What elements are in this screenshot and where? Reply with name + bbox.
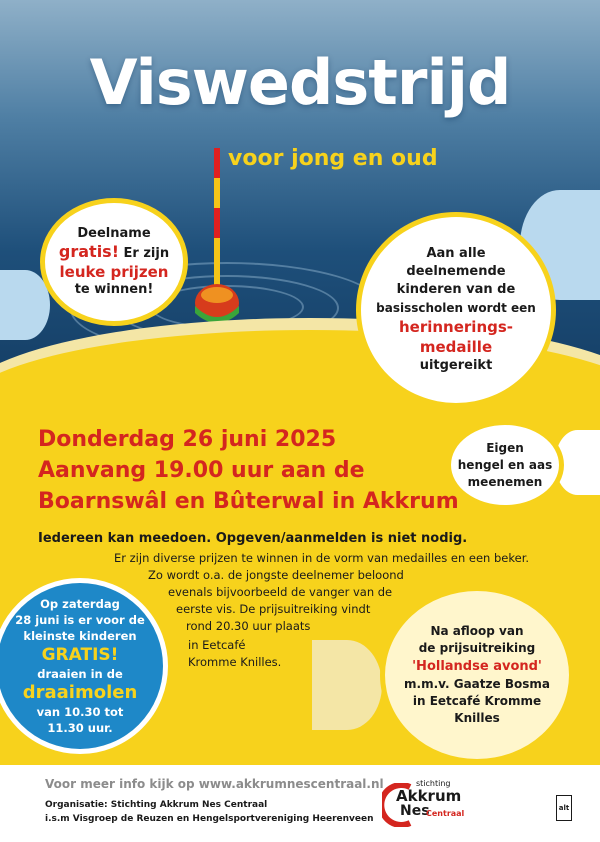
footer <box>0 765 600 842</box>
info-line-4: eerste vis. De prijsuitreiking vindt <box>176 602 371 616</box>
kids-free: GRATIS! <box>41 645 119 665</box>
evening-highlight: 'Hollandse avond' <box>412 659 542 674</box>
kids-line-4: draaien in de <box>37 667 123 681</box>
kids-line-5: van 10.30 tot <box>36 705 124 719</box>
event-location: Boarnswâl en Bûterwal in Akkrum <box>38 489 459 514</box>
prizes-bubble <box>40 198 188 326</box>
evening-line-3: m.m.v. Gaatze Bosma <box>404 677 550 691</box>
medal-line-4: basisscholen wordt een <box>376 301 536 315</box>
evening-line-5: Knilles <box>454 711 500 725</box>
fish-tail-evening <box>312 640 382 730</box>
medal-highlight-2: medaille <box>419 338 493 356</box>
gear-line-3: meenemen <box>467 474 543 489</box>
info-line-5: rond 20.30 uur plaats <box>186 619 311 633</box>
medal-bubble <box>356 212 556 408</box>
footer-partners: i.s.m Visgroep de Reuzen en Hengelsportvereniging Heerenveen <box>45 814 374 824</box>
medal-line-1: Aan alle <box>426 246 486 261</box>
evening-bubble <box>380 586 574 764</box>
event-details <box>38 424 459 517</box>
medal-line-3: kinderen van de <box>396 282 516 297</box>
footer-organisation: Organisatie: Stichting Akkrum Nes Centraal <box>45 800 268 810</box>
kids-line-6: 11.30 uur. <box>47 721 113 735</box>
akkrum-nes-logo <box>382 779 492 831</box>
info-line-6: in Eetcafé <box>188 638 246 652</box>
designer-logo: alt <box>556 795 572 821</box>
kids-carousel: draaimolen <box>22 682 138 703</box>
info-line-1: Er zijn diverse prijzen te winnen in de vorm van medailles en een beker. <box>114 551 530 565</box>
info-line-7: Kromme Knilles. <box>188 655 282 669</box>
page-subtitle: voor jong en oud <box>228 146 438 171</box>
info-headline: Iedereen kan meedoen. Opgeven/aanmelden is niet nodig. <box>38 531 468 546</box>
prizes-line-1: Deelname <box>77 226 151 241</box>
logo-small-text: stichting <box>416 779 451 788</box>
logo-sub-text: Centraal <box>426 809 465 818</box>
kids-bubble <box>0 578 168 754</box>
event-start: Aanvang 19.00 uur aan de <box>38 458 365 483</box>
gear-line-1: Eigen <box>486 440 524 455</box>
footer-website: Voor meer info kijk op www.akkrumnescentraal.nl <box>45 777 384 791</box>
kids-line-2: 28 juni is er voor de <box>15 613 145 627</box>
logo-main-text-1: Akkrum <box>396 787 462 805</box>
prizes-free: gratis! <box>58 242 119 261</box>
medal-line-2: deelnemende <box>406 264 506 279</box>
medal-highlight-1: herinnerings- <box>398 318 514 336</box>
prizes-line-2: Er zijn <box>123 246 170 261</box>
page-title: Viswedstrijd <box>89 46 511 119</box>
kids-line-1: Op zaterdag <box>40 597 120 611</box>
logo-main-text-2: Nes <box>400 803 430 819</box>
gear-bubble <box>446 420 564 510</box>
event-date: Donderdag 26 juni 2025 <box>38 427 337 452</box>
kids-line-3: kleinste kinderen <box>23 629 137 643</box>
prizes-line-3: te winnen! <box>74 282 154 297</box>
prizes-highlight: leuke prijzen <box>59 263 169 281</box>
info-line-3: evenals bijvoorbeeld de vanger van de <box>168 585 393 599</box>
gear-line-2: hengel en aas <box>457 457 553 472</box>
evening-line-4: in Eetcafé Kromme <box>412 694 542 708</box>
medal-line-5: uitgereikt <box>419 358 493 373</box>
evening-line-1: Na afloop van <box>430 624 524 638</box>
info-line-2: Zo wordt o.a. de jongste deelnemer beloond <box>148 568 404 582</box>
evening-line-2: de prijsuitreiking <box>418 641 536 655</box>
